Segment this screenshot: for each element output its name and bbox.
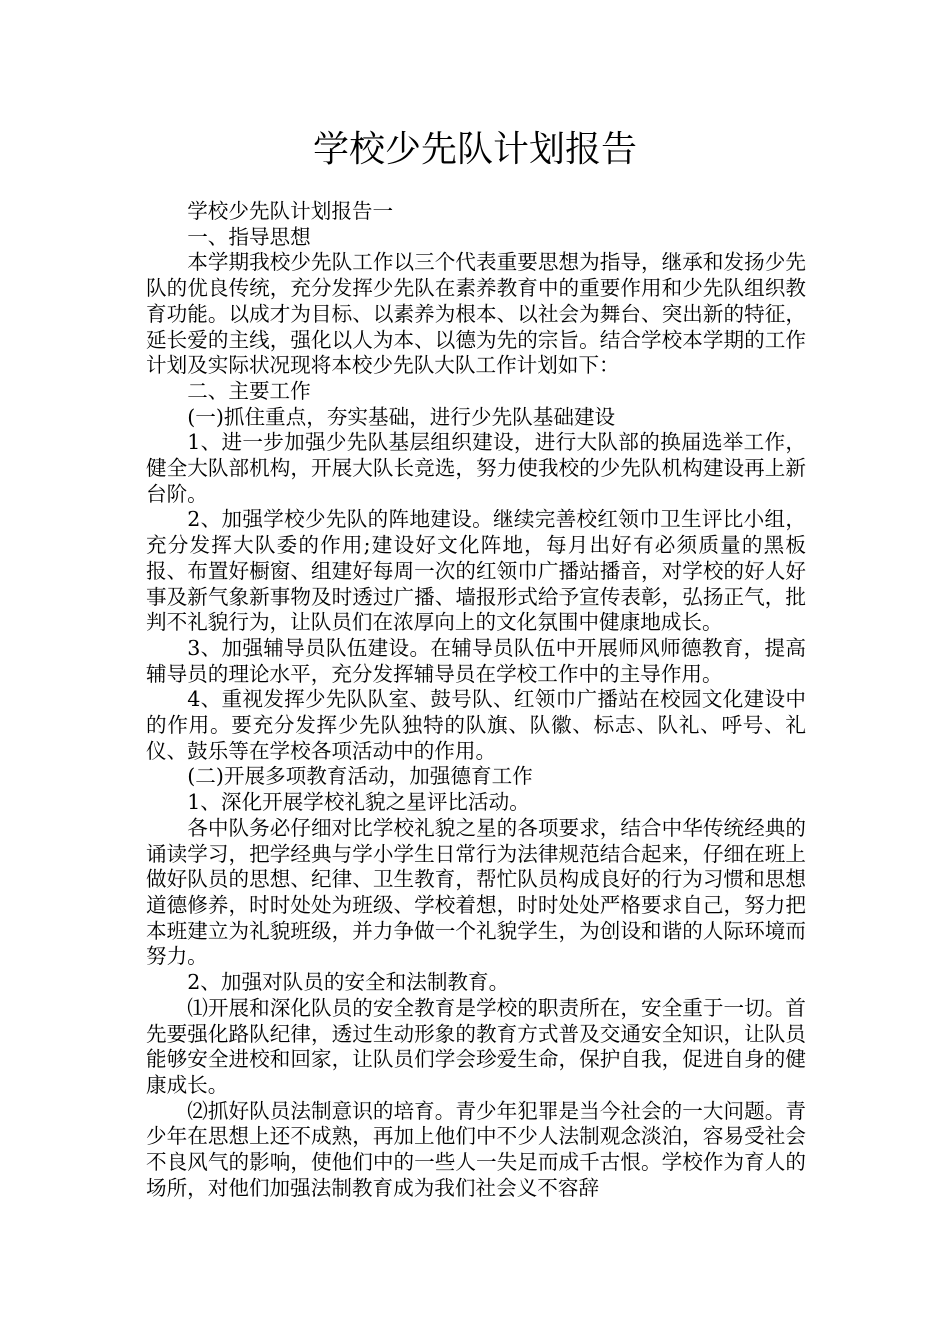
paragraph: 本学期我校少先队工作以三个代表重要思想为指导，继承和发扬少先队的优良传统，充分发挥少先队在素养教育中的重要作用和少先队组织教育功能。以成才为目标、以素养为根本、以社会为舞台、突出新的特征，延长爱的主线，强化以人为本、以德为先的宗旨。结合学校本学期的工作计划及实际状况现将本校少先队大队工作计划如下： [146, 250, 806, 378]
paragraph: 各中队务必仔细对比学校礼貌之星的各项要求，结合中华传统经典的诵读学习，把学经典与学小学生日常行为法律规范结合起来，仔细在班上做好队员的思想、纪律、卫生教育，帮忙队员构成良好的行为习惯和思想道德修养，时时处处为班级、学校着想，时时处处严格要求自己，努力把本班建立为礼貌班级，并力争做一个礼貌学生，为创设和谐的人际环境而努力。 [146, 815, 806, 969]
paragraph-heading-main-work: 二、主要工作 [187, 378, 311, 403]
paragraph-subheading: (一)抓住重点，夯实基础，进行少先队基础建设 [187, 404, 616, 429]
paragraph: 2、加强对队员的安全和法制教育。 [187, 970, 510, 995]
paragraph-heading-guiding-thought: 一、指导思想 [187, 224, 311, 249]
paragraph: ⑴开展和深化队员的安全教育是学校的职责所在，安全重于一切。首先要强化路队纪律，透过生动形象的教育方式普及交通安全知识，让队员能够安全进校和回家，让队员们学会珍爱生命，保护自我，促进自身的健康成长。 [146, 995, 806, 1097]
paragraph: 1、深化开展学校礼貌之星评比活动。 [187, 790, 530, 815]
document-title: 学校少先队计划报告 [312, 129, 637, 170]
document-body [146, 199, 806, 1201]
paragraph-subheading: (二)开展多项教育活动，加强德育工作 [187, 764, 533, 789]
paragraph: ⑵抓好队员法制意识的培育。青少年犯罪是当今社会的一大问题。青少年在思想上还不成熟，再加上他们中不少人法制观念淡泊，容易受社会不良风气的影响，使他们中的一些人一失足而成千古恨。学校作为育人的场所，对他们加强法制教育成为我们社会义不容辞 [146, 1098, 806, 1200]
paragraph: 1、进一步加强少先队基层组织建设，进行大队部的换届选举工作，健全大队部机构，开展大队长竞选，努力使我校的少先队机构建设再上新台阶。 [146, 430, 806, 506]
paragraph-subtitle: 学校少先队计划报告一 [187, 199, 394, 223]
paragraph: 2、加强学校少先队的阵地建设。继续完善校红领巾卫生评比小组，充分发挥大队委的作用;建设好文化阵地，每月出好有必须质量的黑板报、布置好橱窗、组建好每周一次的红领巾广播站播音，对学校的好人好事及新气象新事物及时透过广播、墙报形式给予宣传表彰，弘扬正气，批判不礼貌行为，让队员们在浓厚向上的文化氛围中健康地成长。 [146, 507, 806, 635]
paragraph: 4、重视发挥少先队队室、鼓号队、红领巾广播站在校园文化建设中的作用。要充分发挥少先队独特的队旗、队徽、标志、队礼、呼号、礼仪、鼓乐等在学校各项活动中的作用。 [146, 687, 806, 763]
paragraph: 3、加强辅导员队伍建设。在辅导员队伍中开展师风师德教育，提高辅导员的理论水平，充分发挥辅导员在学校工作中的主导作用。 [146, 635, 806, 686]
